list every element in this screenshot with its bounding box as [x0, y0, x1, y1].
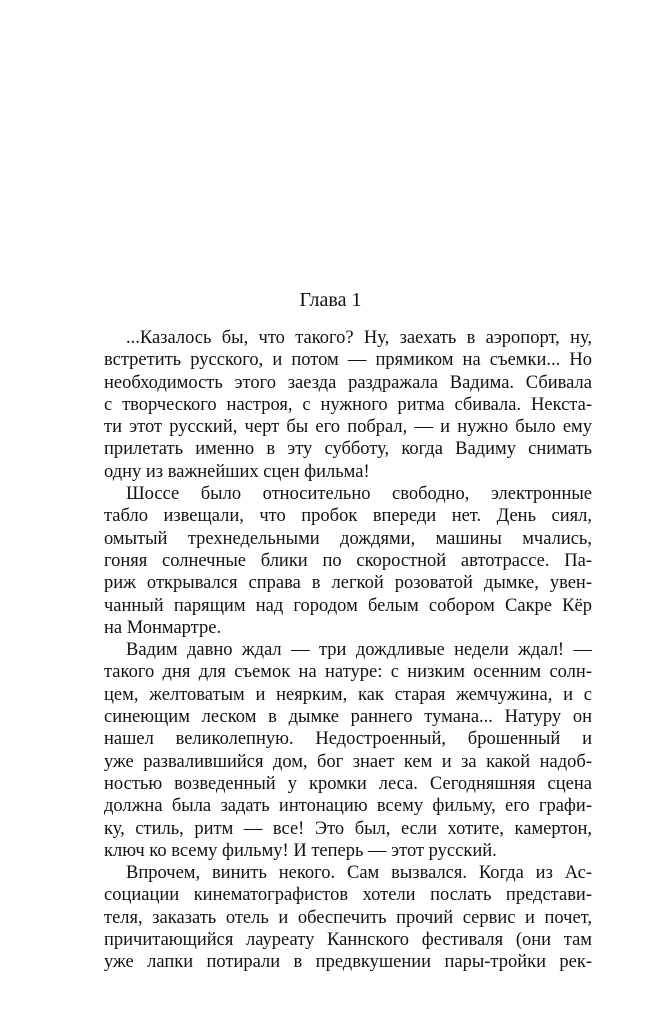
text-line: цем, желтоватым и неярким, как старая жемчужина, и с: [104, 684, 592, 705]
paragraph-2: [104, 483, 592, 639]
text-line: необходимость этого заезда раздражала Вадима. Сбивала: [104, 372, 592, 393]
text-line: омытый трехнедельными дождями, машины мчались,: [104, 528, 592, 549]
text-line: должна была задать интонацию всему фильму, его графи-: [104, 796, 592, 817]
text-line: гоняя солнечные блики по скоростной автотрассе. Па-: [104, 550, 592, 571]
text-line: прилетать именно в эту субботу, когда Вадиму снимать: [104, 439, 592, 460]
text-line: на Монмартре.: [104, 617, 222, 638]
chapter-title: Глава 1: [299, 289, 362, 311]
text-line: теля, заказать отель и обеспечить прочий сервис и почет,: [104, 907, 592, 928]
text-line: такого дня для съемок на натуре: с низким осенним солн-: [104, 662, 592, 683]
paragraph-1: [104, 327, 592, 483]
text-line: риж открывался справа в легкой розоватой дымке, увен-: [104, 573, 592, 594]
text-line: встретить русского, и потом — прямиком на съемки... Но: [104, 350, 592, 371]
text-line: Впрочем, винить некого. Сам вызвался. Когда из Ас-: [126, 863, 592, 884]
text-line: социации кинематографистов хотели послать представи-: [104, 885, 592, 906]
text-line: причитающийся лауреату Каннского фестиваля (они там: [104, 930, 592, 951]
text-line: ...Казалось бы, что такого? Ну, заехать в аэропорт, ну,: [126, 328, 592, 348]
text-line: табло извещали, что пробок впереди нет. День сиял,: [104, 506, 592, 527]
text-line: ти этот русский, черт бы его побрал, — и нужно было ему: [104, 417, 592, 438]
text-line: синеющим леском в дымке раннего тумана... Натуру он: [104, 707, 592, 728]
text-line: уже лапки потирали в предвкушении пары-тройки рек-: [104, 952, 592, 973]
text-line: нашел великолепную. Недостроенный, брошенный и: [104, 729, 592, 750]
text-line: уже развалившийся дом, бог знает кем и за какой надоб-: [104, 751, 592, 772]
text-line: одну из важнейших сцен фильма!: [104, 461, 370, 482]
body-text: [104, 327, 592, 974]
text-line: ку, стиль, ритм — все! Это был, если хотите, камертон,: [104, 818, 592, 839]
text-line: с творческого настроя, с нужного ритма сбивала. Некста-: [104, 394, 592, 415]
text-line: Шоссе было относительно свободно, электронные: [126, 484, 592, 505]
text-line: ностью возведенный у кромки леса. Сегодняшняя сцена: [104, 773, 592, 794]
paragraph-3: [104, 639, 592, 862]
text-line: Вадим давно ждал — три дождливые недели ждал! —: [126, 640, 592, 661]
text-line: чанный парящим над городом белым собором Сакре Кёр: [104, 595, 592, 616]
text-line: ключ ко всему фильму! И теперь — этот русский.: [104, 840, 497, 861]
paragraph-4: [104, 862, 592, 973]
